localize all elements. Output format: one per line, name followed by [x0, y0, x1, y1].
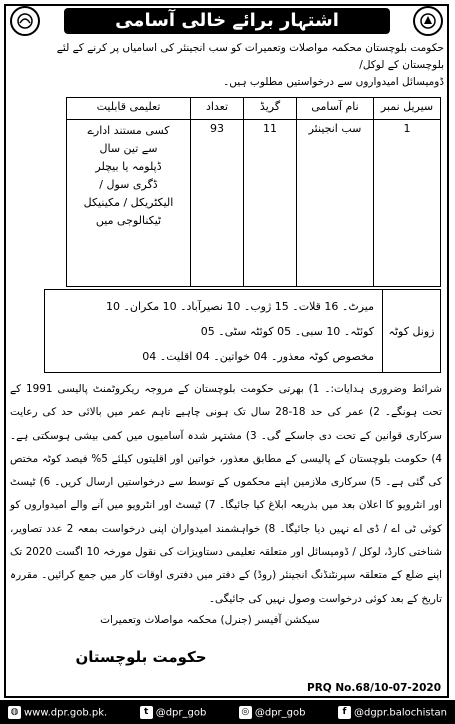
zone-line: مخصوص کوٹہ معذور۔ 04 خواتین۔ 04 اقلیت۔ 04: [142, 350, 374, 363]
section-officer-signoff: سیکشن آفیسر (جنرل) محکمہ مواصلات وتعمیرات: [100, 614, 320, 626]
terms-and-instructions: شرائط وضروری ہدایات:۔ 1) بھرتی حکومت بلوچستان کے مروجہ ریکروٹمنٹ پالیسی 1991 کے تحت ہونگے۔ 2) عمر کی حد 18-28 سال تک ہونی چاہیے تاہم عمر میں بالائی حد کی رعایت سرکاری قوانین کے تحت دی جاسکے گی۔ 3) مشتہر شدہ آسامیوں میں کمی بیشی ہوسکتی ہے۔ 4) حکومت بلوچستان کے پالیسی کے مطابق معذور، خواتین اور اقلیتوں کیلئے 5% فیصد کوٹہ مختص کی گئی ہے۔ 5) سرکاری ملازمین اپنے محکموں کے توسط سے درخواستیں ارسال کریں۔ 6) ٹیسٹ اور انٹرویو کا اعلان بعد میں بذریعہ ابلاغ کیا جائیگا۔ 7) ٹیسٹ اور انٹرویو میں آنے والے امیدواروں کو کوئی ٹی اے / ڈی اے نہیں دیا جائیگا۔ 8) خواہشمند امیدواران اپنی درخواست بمعہ 2 عدد تصاویر، شناختی کارڈ، لوکل / ڈومیسائل اور متعلقہ تعلیمی دستاویزات کی نقول مورخہ 10 اگست 2020 تک اپنے ضلع کے متعلقہ سپرنٹنڈنگ انجینئر (روڈ) کے دفتر میں دفتری اوقات کار میں جمع کرائیں۔ مقررہ تاریخ کے بعد کوئی درخواست وصول نہیں کی جائیگی۔: [10, 383, 443, 605]
prq-number: PRQ No.68/10-07-2020: [307, 682, 441, 694]
zonal-quota-lines: [56, 294, 374, 369]
qualification-line: ٹیکنالوجی میں: [95, 214, 162, 227]
instagram-icon: ◎: [239, 706, 252, 719]
cell-grade: 11: [244, 120, 297, 287]
intro-text: [12, 40, 444, 91]
cell-count: 93: [191, 120, 244, 287]
emblem-icon: [413, 6, 443, 36]
header-grade: گریڈ: [244, 98, 297, 120]
footer-bar: [0, 700, 455, 724]
footer-website[interactable]: ◍ www.dpr.gob.pk.: [8, 706, 107, 719]
qualification-line: ڈپلومہ یا بیچلر: [95, 160, 162, 173]
table-row: [67, 120, 441, 287]
vacancy-table: [66, 97, 441, 287]
qualification-line: ڈگری سول /: [99, 178, 158, 191]
table-header-row: [67, 98, 441, 120]
cell-serial: 1: [374, 120, 441, 287]
qualification-line: الیکٹریکل / مکینیکل: [83, 196, 174, 209]
globe-icon: ◍: [8, 706, 21, 719]
page-title: اشتہار برائے خالی آسامی: [64, 8, 390, 34]
header-qualification: تعلیمی قابلیت: [67, 98, 191, 120]
footer-facebook[interactable]: f @dgpr.balochistan: [338, 706, 447, 719]
footer-twitter[interactable]: t @dpr_gob: [140, 706, 207, 719]
intro-line-1: حکومت بلوچستان محکمہ مواصلات وتعمیرات کو سب انجینئر کی اسامیاں پر کرنے کے لئے بلوچستان کے لوکل/: [56, 42, 444, 71]
footer-instagram[interactable]: ◎ @dpr_gob: [239, 706, 306, 719]
intro-line-2: ڈومیسائل امیدواروں سے درخواستیں مطلوب ہیں۔: [223, 76, 444, 88]
zonal-quota-label: زونل کوٹہ: [382, 290, 440, 372]
qualification-line: سے تین سال: [99, 142, 158, 155]
facebook-icon: f: [338, 706, 351, 719]
header-count: تعداد: [191, 98, 244, 120]
zonal-quota-box: [44, 289, 441, 373]
header-serial: سیریل نمبر: [374, 98, 441, 120]
header-post: نام آسامی: [297, 98, 374, 120]
header: [6, 6, 447, 34]
twitter-icon: t: [140, 706, 153, 719]
qualification-line: کسی مستند ادارے: [87, 124, 170, 137]
cell-post: سب انجینئر: [297, 120, 374, 287]
cell-qualification: [67, 120, 191, 287]
government-seal-icon: [10, 6, 40, 36]
zone-line: کوئٹہ۔ 10 سبی۔ 05 کوئٹہ سٹی۔ 05: [200, 325, 374, 338]
government-name: حکومت بلوچستان: [75, 648, 207, 666]
zone-line: میرٹ۔ 16 قلات۔ 15 ژوب۔ 10 نصیرآباد۔ 10 مکران۔ 10: [105, 300, 374, 313]
